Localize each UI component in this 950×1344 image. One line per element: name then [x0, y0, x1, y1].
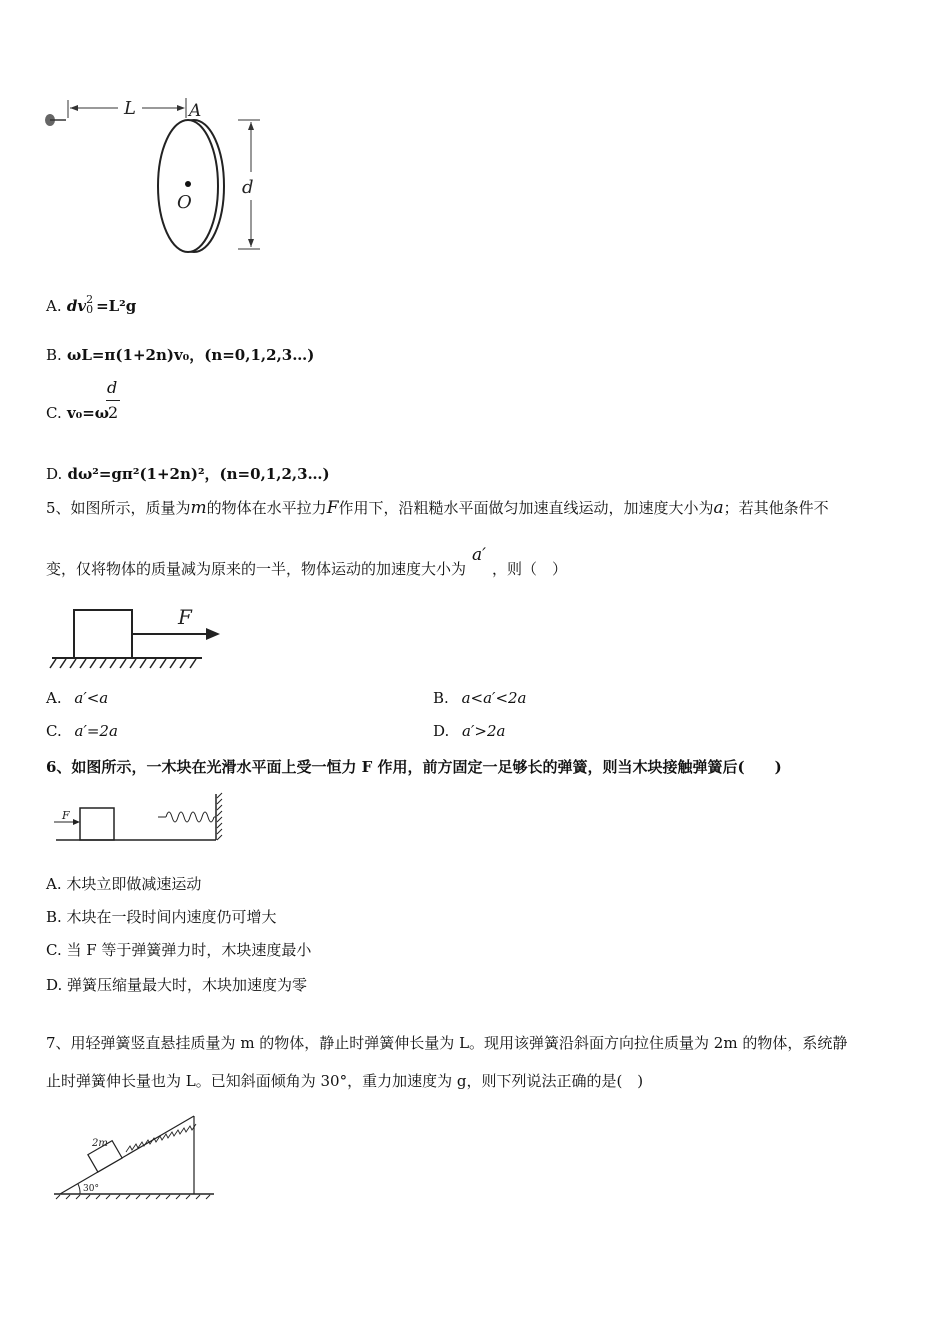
option-label: D. — [46, 465, 63, 483]
q5-option-b — [433, 689, 527, 707]
var-m: m — [190, 498, 207, 518]
label-O: O — [177, 192, 192, 213]
option-b-text: ωL=π(1+2n)v₀，(n=0,1,2,3…) — [67, 346, 315, 364]
option-label: C. — [46, 722, 62, 740]
option-label: B. — [433, 689, 449, 707]
q4-option-b — [46, 344, 314, 365]
q6-option-c: C. 当 F 等于弹簧弹力时，木块速度最小 — [46, 941, 312, 959]
block-force-figure — [0, 600, 950, 680]
q6-option-d: D. 弹簧压缩量最大时，木块加速度为零 — [46, 976, 308, 994]
option-label: D. — [433, 722, 450, 740]
q5-text: ，则（ ） — [492, 560, 568, 578]
disk-figure — [0, 0, 950, 270]
q5-text: 的物体在水平拉力 — [206, 499, 327, 517]
option-a-main: dv — [66, 297, 87, 315]
q4-option-c — [46, 404, 109, 422]
label-L: L — [124, 98, 136, 119]
label-mass: 2m — [92, 1138, 108, 1149]
option-a-rest: =L²g — [96, 297, 137, 315]
q5-text: 作用下，沿粗糙水平面做匀加速直线运动，加速度大小为 — [338, 499, 714, 517]
q6-stem: 6、如图所示，一木块在光滑水平面上受一恒力 F 作用，前方固定一足够长的弹簧，则当木块接触弹簧后( ) — [46, 758, 782, 776]
label-A: A — [189, 101, 202, 121]
q5-text: ；若其他条件不 — [723, 499, 829, 517]
q5-option-c — [46, 722, 118, 740]
q4-option-d — [46, 463, 330, 484]
q5-option-d — [433, 722, 505, 740]
q6-option-b: B. 木块在一段时间内速度仍可增大 — [46, 908, 277, 926]
option-c-lhs: v₀=ω — [66, 404, 110, 422]
var-a-prime: a′ — [472, 545, 487, 565]
q5-text: 变，仅将物体的质量减为原来的一半，物体运动的加速度大小为 — [46, 560, 467, 578]
q4-option-a — [46, 293, 137, 316]
fraction-numerator: d — [107, 378, 118, 397]
option-a-text: a′<a — [74, 689, 109, 707]
label-angle: 30° — [83, 1184, 99, 1194]
fraction-bar — [106, 400, 120, 401]
label-d: d — [242, 177, 254, 198]
option-a-sup: 2 — [86, 293, 94, 306]
fraction-denominator: 2 — [108, 403, 119, 422]
q7-stem-line1: 7、用轻弹簧竖直悬挂质量为 m 的物体，静止时弹簧伸长量为 L。现用该弹簧沿斜面方向拉住质量为 2m 的物体，系统静 — [46, 1034, 848, 1052]
q7-stem-line2: 止时弹簧伸长量也为 L。已知斜面倾角为 30°，重力加速度为 g，则下列说法正确的是( ) — [46, 1072, 644, 1090]
spring-block-figure — [0, 788, 950, 858]
var-F: F — [326, 498, 339, 518]
var-a: a — [713, 498, 724, 518]
option-b-text: a<a′<2a — [461, 689, 527, 707]
option-label: C. — [46, 404, 62, 422]
option-a-sub: 0 — [86, 303, 94, 316]
q5-text: 5、如图所示，质量为 — [46, 499, 191, 517]
incline-figure — [0, 1108, 950, 1208]
q5-option-a — [46, 689, 108, 707]
label-F: F — [62, 809, 70, 822]
option-d-text: a′>2a — [462, 722, 506, 740]
option-label: A. — [46, 297, 62, 315]
option-label: B. — [46, 346, 62, 364]
label-F: F — [178, 605, 192, 629]
option-label: A. — [46, 689, 62, 707]
option-c-text: a′=2a — [74, 722, 118, 740]
q6-option-a: A. 木块立即做减速运动 — [46, 875, 202, 893]
q5-stem-line2 — [46, 545, 568, 579]
q5-stem-line1 — [46, 497, 829, 518]
option-d-text: dω²=gπ²(1+2n)²，(n=0,1,2,3…) — [67, 465, 330, 483]
